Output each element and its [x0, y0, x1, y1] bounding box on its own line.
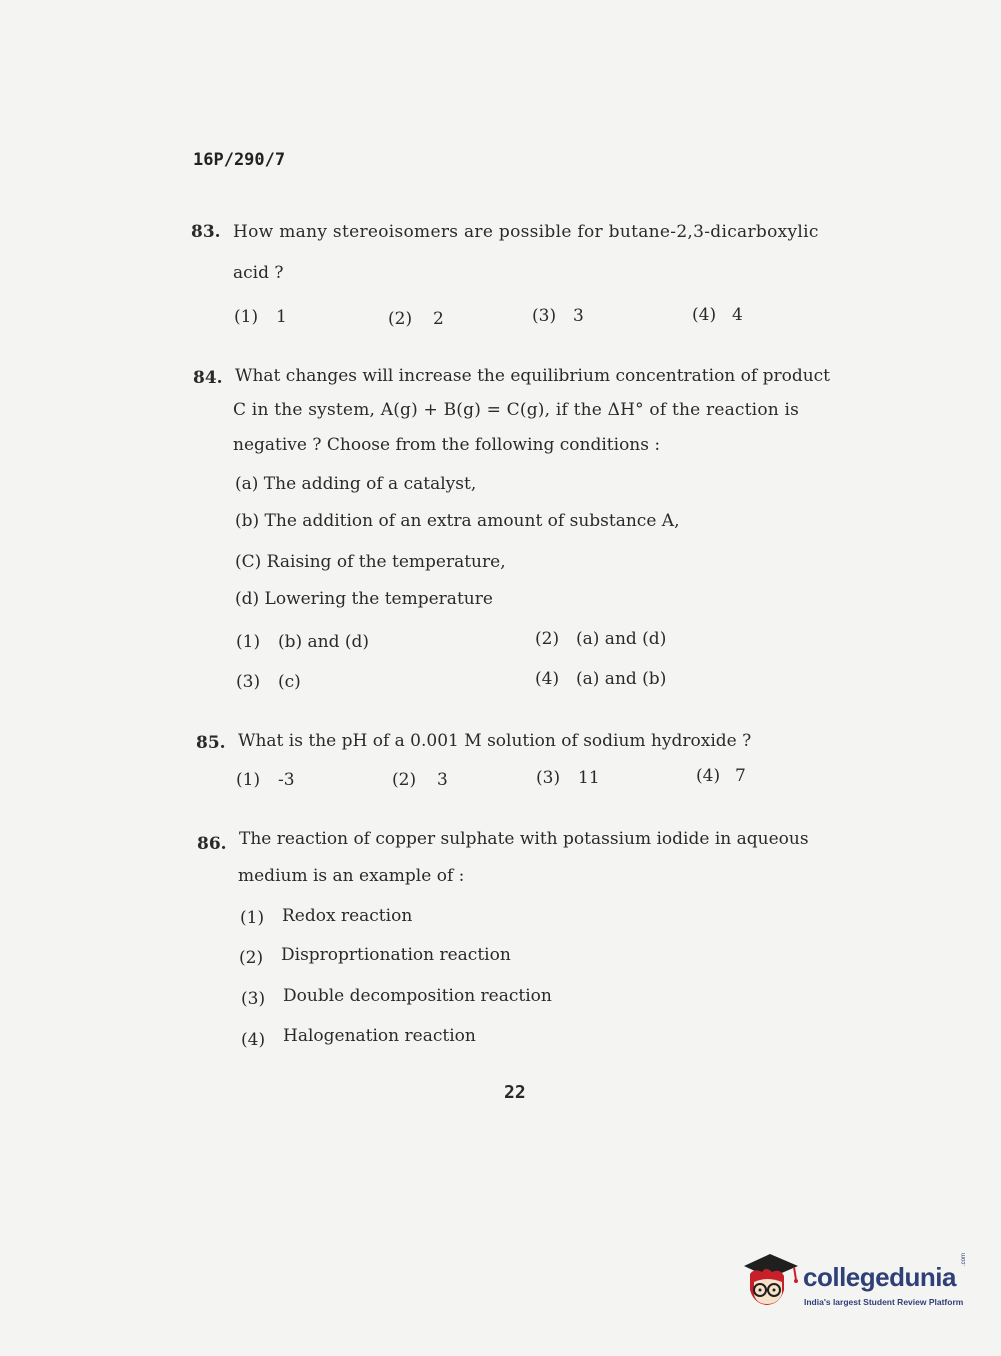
- question-text-line: How many stereoisomers are possible for butane-2,3-dicarboxylic: [233, 222, 819, 242]
- question-number: 83.: [191, 222, 221, 242]
- option-text: 3: [573, 306, 584, 326]
- condition-item: (b) The addition of an extra amount of substance A,: [235, 511, 680, 531]
- option-number: (4): [696, 766, 721, 786]
- option-text: (a) and (d): [576, 629, 667, 649]
- option-number: (4): [241, 1030, 266, 1050]
- question-text-line: acid ?: [233, 263, 284, 283]
- question-text-line: The reaction of copper sulphate with potassium iodide in aqueous: [239, 829, 809, 849]
- option-number: (3): [241, 989, 266, 1009]
- option-number: (1): [240, 908, 265, 928]
- option-number: (4): [535, 669, 560, 689]
- option-text: Halogenation reaction: [283, 1026, 476, 1046]
- option-number: (1): [236, 632, 261, 652]
- option-text: 1: [276, 307, 287, 327]
- condition-item: (a) The adding of a catalyst,: [235, 474, 477, 494]
- option-text: Disproprtionation reaction: [281, 945, 511, 965]
- option-text: (b) and (d): [278, 632, 370, 652]
- option-number: (2): [535, 629, 560, 649]
- option-number: (1): [236, 770, 261, 790]
- logo-dotcom: .com: [961, 1252, 967, 1266]
- question-text-line: What is the pH of a 0.001 M solution of sodium hydroxide ?: [238, 731, 752, 751]
- option-text: 7: [735, 766, 746, 786]
- logo-tagline: India's largest Student Review Platform: [804, 1297, 964, 1307]
- question-text-line: C in the system, A(g) + B(g) = C(g), if the ΔH° of the reaction is: [233, 400, 800, 420]
- question-text-line: negative ? Choose from the following conditions :: [233, 435, 661, 455]
- option-text: 3: [437, 770, 448, 790]
- page-number: 22: [504, 1082, 526, 1103]
- logo-name: collegedunia: [803, 1262, 956, 1292]
- option-text: -3: [278, 770, 295, 790]
- mascot-icon: [740, 1250, 802, 1312]
- option-text: 11: [578, 768, 600, 788]
- option-number: (3): [532, 306, 557, 326]
- option-number: (3): [236, 672, 261, 692]
- question-number: 86.: [197, 834, 227, 854]
- option-number: (2): [392, 770, 417, 790]
- question-number: 84.: [193, 368, 223, 388]
- question-text-line: What changes will increase the equilibrium concentration of product: [235, 366, 831, 386]
- option-number: (3): [536, 768, 561, 788]
- option-number: (2): [388, 309, 413, 329]
- option-text: 2: [433, 309, 444, 329]
- question-number: 85.: [196, 733, 226, 753]
- paper-code: 16P/290/7: [193, 150, 286, 170]
- option-number: (1): [234, 307, 259, 327]
- option-text: 4: [732, 305, 743, 325]
- option-number: (2): [239, 948, 264, 968]
- question-text-line: medium is an example of :: [238, 866, 465, 886]
- condition-item: (d) Lowering the temperature: [235, 589, 493, 609]
- option-text: (a) and (b): [576, 669, 667, 689]
- option-text: Redox reaction: [282, 906, 413, 926]
- option-text: (c): [278, 672, 301, 692]
- option-number: (4): [692, 305, 717, 325]
- option-text: Double decomposition reaction: [283, 986, 552, 1006]
- condition-item: (C) Raising of the temperature,: [235, 552, 506, 572]
